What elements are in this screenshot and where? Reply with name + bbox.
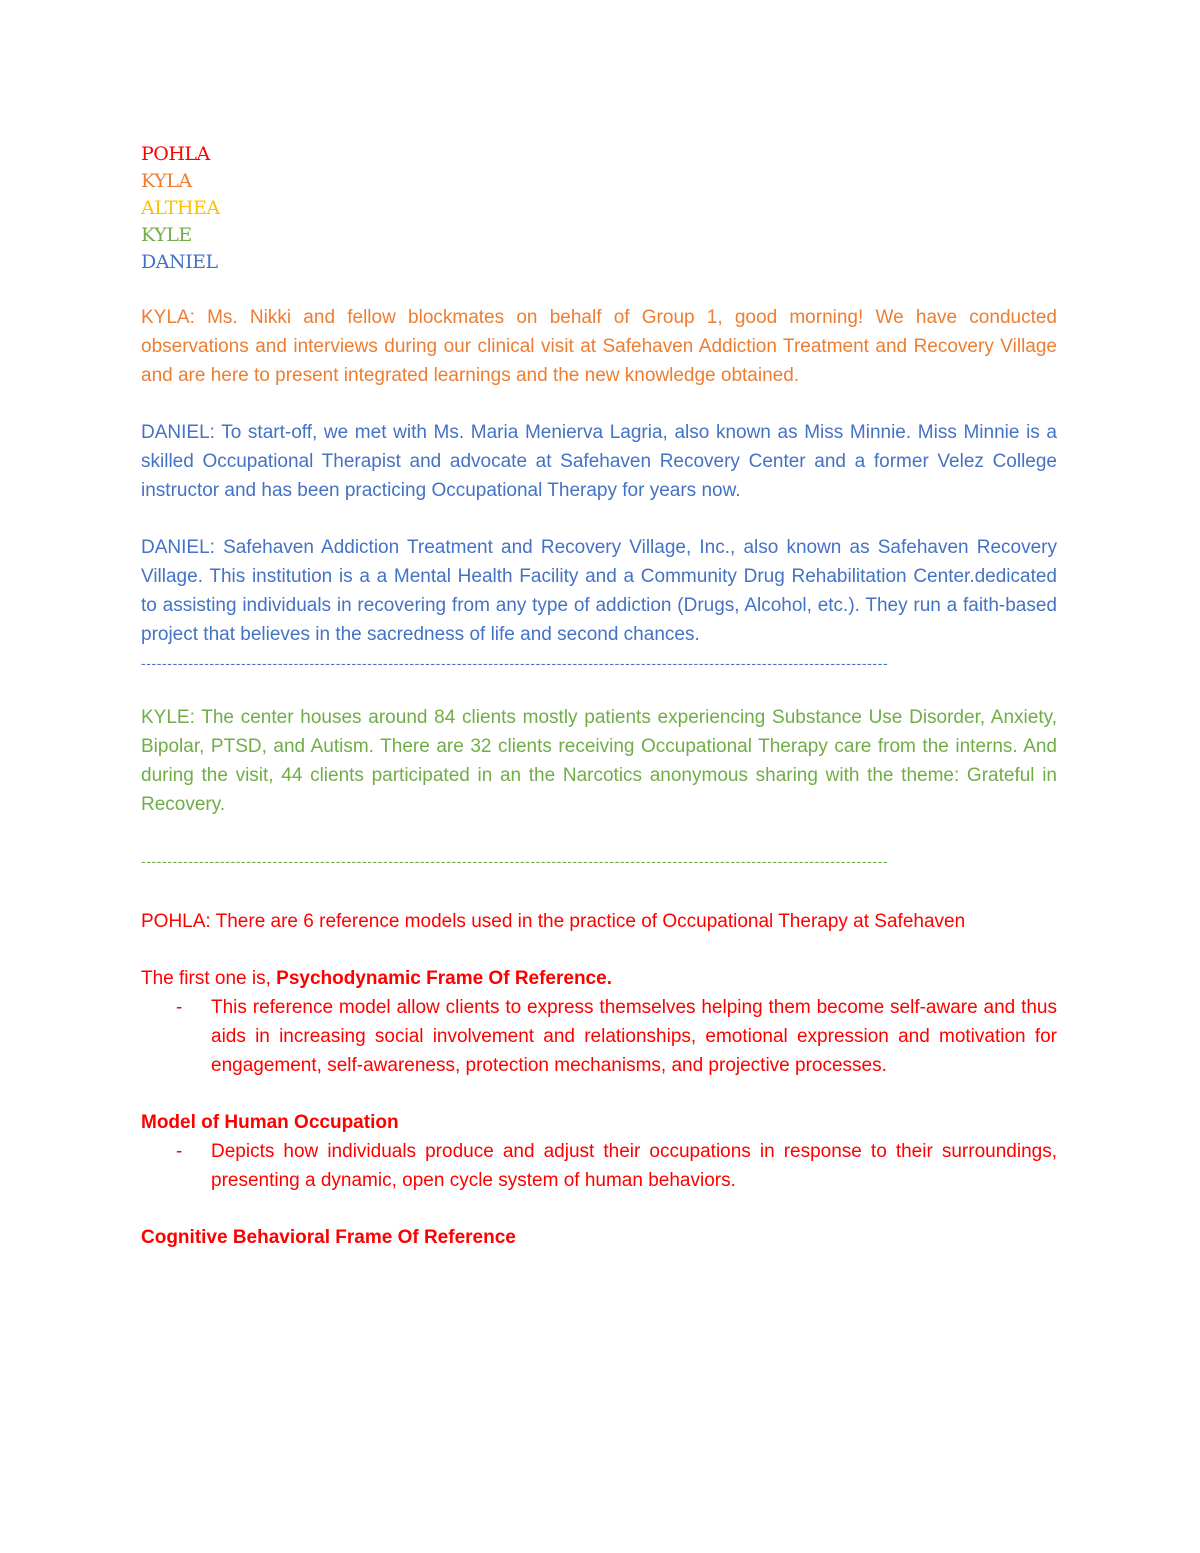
daniel-paragraph-1: DANIEL: To start-off, we met with Ms. Maria Menierva Lagria, also known as Miss Minnie. Miss Minnie is a skilled Occupational Therapist and advocate at Safehaven Recovery Center and a former Velez College instructor and has been practicing Occupational Therapy for years now.: [141, 422, 1057, 501]
bullet-mark: -: [176, 1141, 183, 1162]
model-1-prefix: The first one is,: [141, 968, 277, 989]
divider-line: ----------------------------------------------------------------------------------------------------------------------------------------------: [141, 853, 889, 869]
name-kyla: KYLA: [141, 170, 192, 192]
model-1-title: Psychodynamic Frame Of Reference.: [276, 968, 612, 989]
document-page: [141, 141, 1057, 1252]
model-1-description: This reference model allow clients to express themselves helping them become self-aware and thus aids in increasing social involvement and relationships, emotional expression and motivation for engagement, self-awareness, protection mechanisms, and projective processes.: [211, 997, 1057, 1076]
name-daniel: DANIEL: [141, 251, 218, 273]
name-pohla: POHLA: [141, 143, 210, 165]
name-althea: ALTHEA: [141, 197, 220, 219]
kyla-intro-paragraph: KYLA: Ms. Nikki and fellow blockmates on behalf of Group 1, good morning! We have conducted observations and interviews during our clinical visit at Safehaven Addiction Treatment and Recovery Village and are here to present integrated learnings and the new knowledge obtained.: [141, 307, 1057, 386]
model-2-description: Depicts how individuals produce and adjust their occupations in response to their surroundings, presenting a dynamic, open cycle system of human behaviors.: [211, 1141, 1057, 1191]
pohla-paragraph: POHLA: There are 6 reference models used in the practice of Occupational Therapy at Safehaven: [141, 911, 966, 932]
bullet-mark: -: [176, 997, 183, 1018]
model-2-bullet: [141, 1137, 1057, 1195]
model-1-bullet: [141, 993, 1057, 1080]
daniel-paragraph-2: DANIEL: Safehaven Addiction Treatment and Recovery Village, Inc., also known as Safehaven Recovery Village. This institution is a a Mental Health Facility and a Community Drug Rehabilitation Center.dedicated to assisting individuals in recovering from any type of addiction (Drugs, Alcohol, etc.). They run a faith-based project that believes in the sacredness of life and second chances.: [141, 537, 1057, 645]
model-2-title: Model of Human Occupation: [141, 1112, 399, 1133]
model-3-title: Cognitive Behavioral Frame Of Reference: [141, 1227, 516, 1248]
name-kyle: KYLE: [141, 224, 192, 246]
presenter-names: [141, 141, 1057, 276]
divider-line: ----------------------------------------------------------------------------------------------------------------------------------------------: [141, 655, 889, 671]
kyle-paragraph: KYLE: The center houses around 84 clients mostly patients experiencing Substance Use Disorder, Anxiety, Bipolar, PTSD, and Autism. There are 32 clients receiving Occupational Therapy care from the interns. And during the visit, 44 clients participated in an the Narcotics anonymous sharing with the theme: Grateful in Recovery.: [141, 707, 1057, 815]
model-1-heading: [141, 964, 1057, 993]
